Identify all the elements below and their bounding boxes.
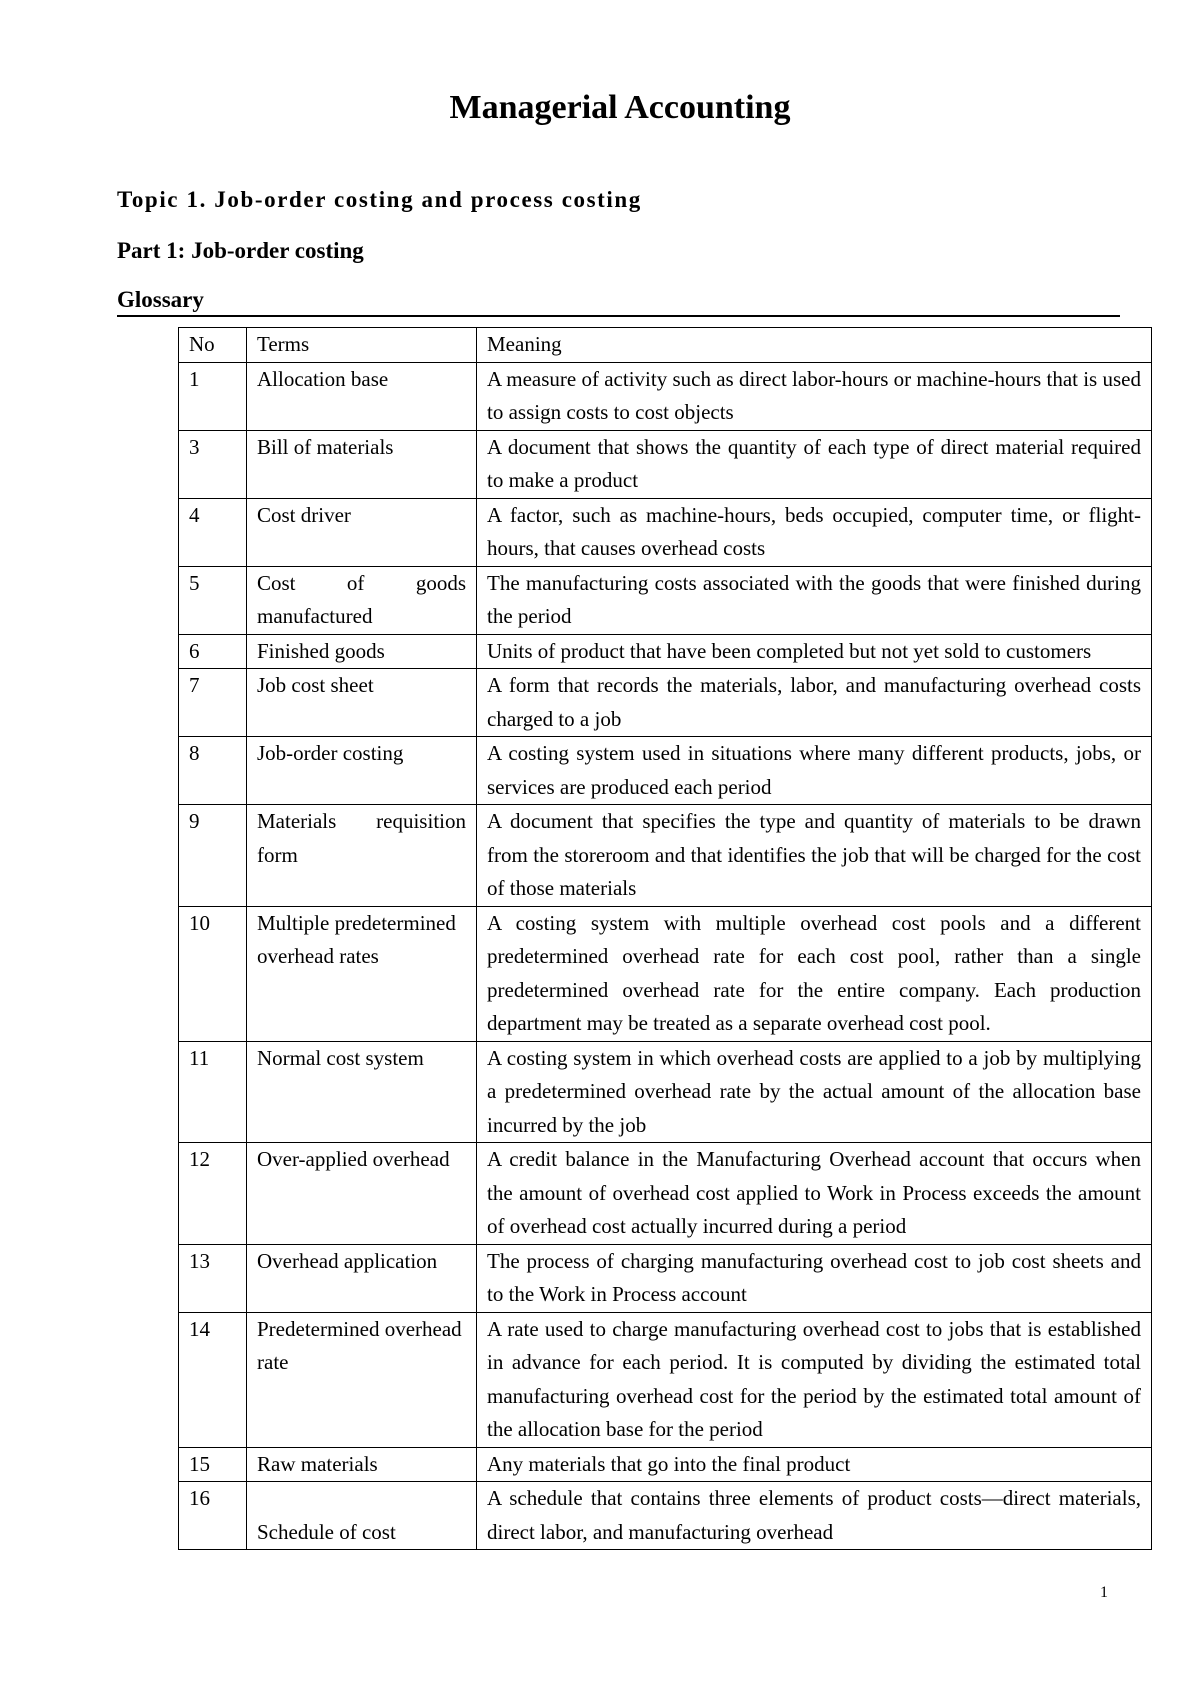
- row-term: Cost driver: [247, 498, 477, 566]
- table-row: [179, 498, 1152, 566]
- row-meaning: A rate used to charge manufacturing overhead cost to jobs that is established in advance for each period. It is computed by dividing the estimated total manufacturing overhead cost for the period by the estimated total amount of the allocation base for the period: [477, 1312, 1152, 1447]
- header-terms: Terms: [247, 328, 477, 363]
- row-meaning: The manufacturing costs associated with the goods that were finished during the period: [477, 566, 1152, 634]
- table-row: [179, 1447, 1152, 1482]
- header-no: No: [179, 328, 247, 363]
- table-header-row: [179, 328, 1152, 363]
- row-no: 15: [179, 1447, 247, 1482]
- row-no: 12: [179, 1143, 247, 1245]
- row-no: 8: [179, 737, 247, 805]
- table-row: [179, 737, 1152, 805]
- row-no: 4: [179, 498, 247, 566]
- table-row: [179, 1041, 1152, 1143]
- row-no: 1: [179, 362, 247, 430]
- row-meaning: A document that shows the quantity of each type of direct material required to make a product: [477, 430, 1152, 498]
- row-no: 16: [179, 1482, 247, 1550]
- page-title: Managerial Accounting: [449, 89, 791, 126]
- page-number: 1: [1100, 1584, 1108, 1601]
- row-meaning: A costing system used in situations where many different products, jobs, or services are produced each period: [477, 737, 1152, 805]
- table-row: [179, 634, 1152, 669]
- row-no: 11: [179, 1041, 247, 1143]
- row-meaning: A measure of activity such as direct labor-hours or machine-hours that is used to assign costs to cost objects: [477, 362, 1152, 430]
- row-term: Cost of goods manufactured: [247, 566, 477, 634]
- table-row: [179, 1244, 1152, 1312]
- row-term: Multiple predetermined overhead rates: [247, 906, 477, 1041]
- row-term: Bill of materials: [247, 430, 477, 498]
- row-term: Materials requisition form: [247, 805, 477, 907]
- row-term: Raw materials: [247, 1447, 477, 1482]
- row-term: Finished goods: [247, 634, 477, 669]
- glossary-table: [178, 327, 1152, 1550]
- row-term: Overhead application: [247, 1244, 477, 1312]
- table-row: [179, 906, 1152, 1041]
- row-meaning: Any materials that go into the final product: [477, 1447, 1152, 1482]
- header-meaning: Meaning: [477, 328, 1152, 363]
- topic-heading: Topic 1. Job-order costing and process costing: [117, 187, 642, 212]
- part-heading: Part 1: Job-order costing: [117, 238, 364, 263]
- row-meaning: The process of charging manufacturing overhead cost to job cost sheets and to the Work in Process account: [477, 1244, 1152, 1312]
- row-term: Over-applied overhead: [247, 1143, 477, 1245]
- row-meaning: A form that records the materials, labor, and manufacturing overhead costs charged to a job: [477, 669, 1152, 737]
- row-meaning: A document that specifies the type and quantity of materials to be drawn from the storeroom and that identifies the job that will be charged for the cost of those materials: [477, 805, 1152, 907]
- table-row: [179, 805, 1152, 907]
- table-row: [179, 1312, 1152, 1447]
- row-term: Job cost sheet: [247, 669, 477, 737]
- row-meaning: A credit balance in the Manufacturing Overhead account that occurs when the amount of overhead cost applied to Work in Process exceeds the amount of overhead cost actually incurred during a period: [477, 1143, 1152, 1245]
- table-row: [179, 1143, 1152, 1245]
- row-meaning: A factor, such as machine-hours, beds occupied, computer time, or flight-hours, that causes overhead costs: [477, 498, 1152, 566]
- row-meaning: A costing system in which overhead costs are applied to a job by multiplying a predetermined overhead rate by the actual amount of the allocation base incurred by the job: [477, 1041, 1152, 1143]
- row-no: 10: [179, 906, 247, 1041]
- row-term: Predetermined overhead rate: [247, 1312, 477, 1447]
- row-no: 13: [179, 1244, 247, 1312]
- row-no: 6: [179, 634, 247, 669]
- row-no: 3: [179, 430, 247, 498]
- row-meaning: A schedule that contains three elements of product costs—direct materials, direct labor, and manufacturing overhead: [477, 1482, 1152, 1550]
- row-no: 14: [179, 1312, 247, 1447]
- table-row: [179, 566, 1152, 634]
- row-no: 5: [179, 566, 247, 634]
- table-row: [179, 362, 1152, 430]
- table-row: [179, 669, 1152, 737]
- row-term: Schedule of cost: [247, 1482, 477, 1550]
- row-no: 7: [179, 669, 247, 737]
- glossary-heading: Glossary: [117, 286, 1120, 317]
- row-no: 9: [179, 805, 247, 907]
- row-term: Normal cost system: [247, 1041, 477, 1143]
- table-row: [179, 430, 1152, 498]
- row-meaning: Units of product that have been completed but not yet sold to customers: [477, 634, 1152, 669]
- row-term: Allocation base: [247, 362, 477, 430]
- table-row: [179, 1482, 1152, 1550]
- row-meaning: A costing system with multiple overhead cost pools and a different predetermined overhead rate for each cost pool, rather than a single predetermined overhead rate for the entire company. Each production department may be treated as a separate overhead cost pool.: [477, 906, 1152, 1041]
- row-term: Job-order costing: [247, 737, 477, 805]
